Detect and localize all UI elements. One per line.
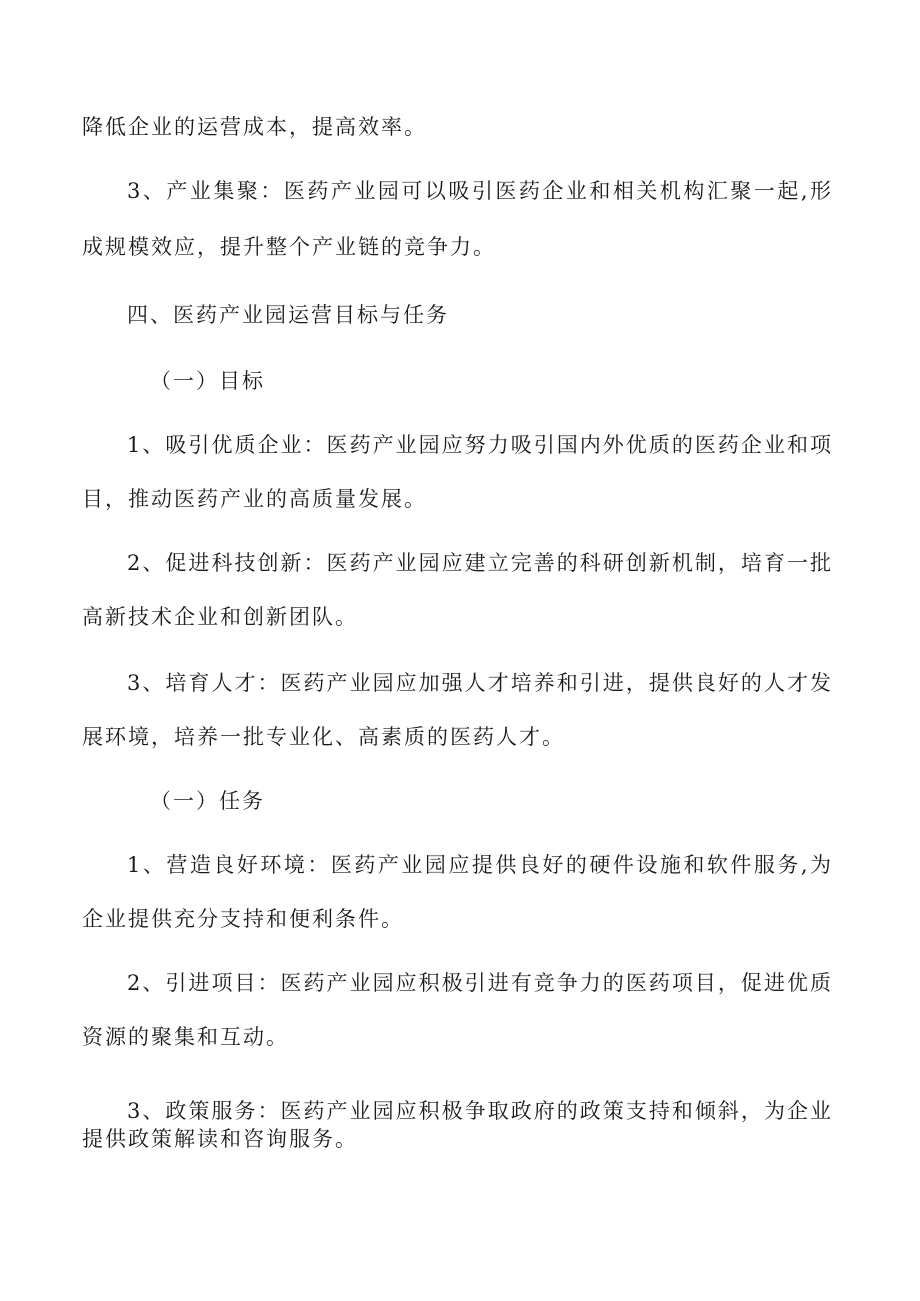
paragraph-line: 资源的聚集和互动。 <box>82 1025 289 1049</box>
paragraph-line: 3、培育人才：医药产业园应加强人才培养和引进，提供良好的人才发 <box>127 671 833 695</box>
section-heading: 四、医药产业园运营目标与任务 <box>127 303 449 327</box>
paragraph-line: 目，推动医药产业的高质量发展。 <box>82 487 427 511</box>
paragraph-line: 3、政策服务：医药产业园应积极争取政府的政策支持和倾斜，为企业 <box>127 1099 833 1123</box>
paragraph-line: 1、营造良好环境：医药产业园应提供良好的硬件设施和软件服务,为 <box>127 853 833 877</box>
paragraph-line: 1、吸引优质企业：医药产业园应努力吸引国内外优质的医药企业和项 <box>127 433 833 457</box>
paragraph-line: 成规模效应，提升整个产业链的竞争力。 <box>82 235 496 259</box>
paragraph-line: 展环境，培养一批专业化、高素质的医药人才。 <box>82 725 565 749</box>
paragraph-line: 2、引进项目：医药产业园应积极引进有竞争力的医药项目，促进优质 <box>127 971 833 995</box>
paragraph-line: 降低企业的运营成本，提高效率。 <box>82 115 427 139</box>
paragraph-line: 提供政策解读和咨询服务。 <box>82 1127 358 1151</box>
paragraph-line: 3、产业集聚：医药产业园可以吸引医药企业和相关机构汇聚一起,形 <box>127 179 833 203</box>
paragraph-line: 2、促进科技创新：医药产业园应建立完善的科研创新机制，培育一批 <box>127 551 833 575</box>
paragraph-line: 高新技术企业和创新团队。 <box>82 605 358 629</box>
paragraph-line: 企业提供充分支持和便利条件。 <box>82 907 404 931</box>
subsection-heading: （一）目标 <box>150 369 265 393</box>
subsection-heading: （一）任务 <box>150 789 265 813</box>
